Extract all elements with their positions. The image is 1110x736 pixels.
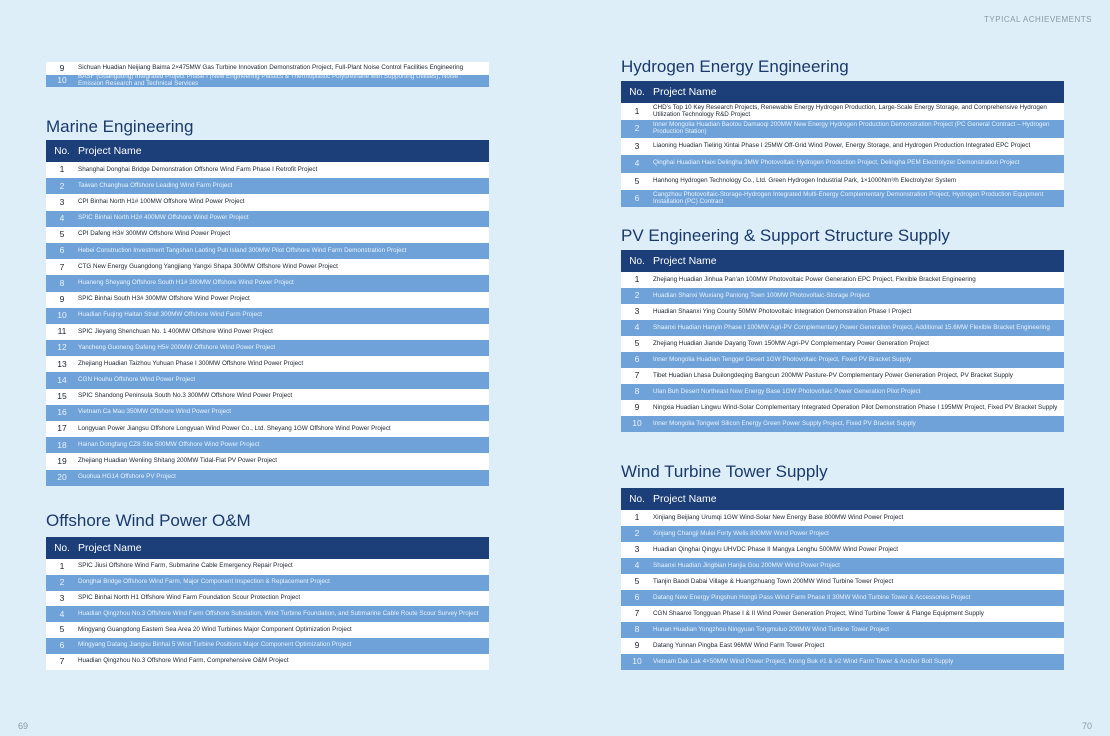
row-number: 9	[634, 640, 640, 651]
row-number: 6	[634, 354, 640, 365]
row-number: 4	[59, 608, 65, 619]
table-row	[621, 155, 1064, 172]
row-number: 8	[634, 386, 640, 397]
wind-rows	[621, 510, 1064, 670]
row-project-name: Inner Mongolia Huadian Baotou Damaoqi 200MW New Energy Hydrogen Production Demonstration Project (PC General Contract – Hydrogen Production Station)	[653, 121, 1050, 136]
row-project-name: Xinjiang Beijiang Urumqi 1GW Wind-Solar New Energy Base 800MW Wind Power Project	[653, 513, 904, 521]
table-row	[621, 288, 1064, 304]
pv-table	[621, 250, 1064, 432]
row-number: 3	[634, 544, 640, 555]
row-project-name: Ningxia Huadian Lingwu Wind-Solar Complementary Integrated Operation Pilot Demonstration Phase I 195MW Project, Fixed PV Bracket Supply	[653, 403, 1058, 411]
table-row	[46, 356, 489, 372]
row-project-name: Huadian Qinghai Qingyu UHVDC Phase II Mangya Lenghu 500MW Wind Power Project	[653, 545, 899, 553]
row-number: 9	[59, 62, 65, 73]
row-project-name: Ulan Buh Desert Northeast New Energy Base 1GW Photovoltaic Power Generation Pilot Project	[653, 387, 921, 395]
table-row	[46, 178, 489, 194]
row-number: 2	[634, 528, 640, 539]
row-project-name: Yancheng Guoneng Dafeng H5# 200MW Offshore Wind Power Project	[78, 343, 276, 351]
table-row	[621, 352, 1064, 368]
table-header	[621, 488, 1064, 510]
table-row	[621, 590, 1064, 606]
row-number: 5	[634, 175, 640, 186]
row-number: 1	[634, 106, 640, 117]
row-project-name: Taiwan Changhua Offshore Leading Wind Farm Project	[78, 181, 233, 189]
row-project-name: SPIC Jieyang Shenchuan No. 1 400MW Offshore Wind Power Project	[78, 327, 273, 335]
row-project-name: Zhejiang Huadian Taizhou Yuhuan Phase I 300MW Offshore Wind Power Project	[78, 359, 304, 367]
row-number: 5	[634, 338, 640, 349]
continuation-rows	[46, 62, 489, 87]
row-number: 5	[59, 229, 65, 240]
row-project-name: Mingyang Guangdong Eastern Sea Area 20 Wind Turbines Major Component Optimization Project	[78, 625, 352, 633]
row-number: 18	[57, 439, 67, 450]
row-project-name: Huaneng Sheyang Offshore South H1# 300MW Offshore Wind Power Project	[78, 278, 294, 286]
table-row	[621, 400, 1064, 416]
row-project-name: Datang New Energy Pingshun Hongti Pass Wind Farm Phase II 30MW Wind Turbine Tower & Accessories Project	[653, 593, 971, 601]
row-project-name: Shanghai Donghai Bridge Demonstration Offshore Wind Farm Phase I Retrofit Project	[78, 165, 318, 173]
row-project-name: Huadian Shanxi Wuxiang Panlong Town 100MW Photovoltaic-Storage Project	[653, 291, 870, 299]
table-row	[46, 308, 489, 324]
row-project-name: SPIC Binhai North H1 Offshore Wind Farm Foundation Scour Protection Project	[78, 594, 301, 602]
header-name: Project Name	[653, 86, 717, 98]
table-row	[46, 292, 489, 308]
pv-rows	[621, 272, 1064, 432]
table-row	[46, 654, 489, 670]
row-project-name: Datang Yunnan Pingba East 96MW Wind Farm Tower Project	[653, 641, 825, 649]
row-number: 16	[57, 407, 67, 418]
row-project-name: CGN Shaanxi Tongguan Phase I & II Wind Power Generation Project, Wind Turbine Tower & Flange Equipment Supply	[653, 609, 984, 617]
row-project-name: Vietnam Ca Mau 350MW Offshore Wind Power Project	[78, 408, 232, 416]
hydrogen-title: Hydrogen Energy Engineering	[621, 57, 849, 76]
page-number-left: 69	[18, 721, 29, 731]
row-project-name: Zhejiang Huadian Jiande Dayang Town 150MW Agri-PV Complementary Power Generation Project	[653, 339, 930, 347]
row-number: 19	[57, 455, 67, 466]
row-project-name: SPIC Binhai North H2# 400MW Offshore Wind Power Project	[78, 214, 249, 222]
row-number: 10	[632, 418, 642, 429]
table-row	[46, 275, 489, 291]
header-no: No.	[629, 86, 645, 98]
row-project-name: BASF (Guangdong) Integrated Project Phase I (New Engineering Plastics & Thermoplastic Polyurethane with Supporting Utilities), Noise Emission Research and Technical Services	[78, 72, 458, 87]
pv-title: PV Engineering & Support Structure Supply	[621, 226, 950, 245]
row-project-name: Tianjin Baodi Dabai Village & Huangzhuang Town 200MW Wind Turbine Tower Project	[653, 577, 894, 585]
table-row	[621, 542, 1064, 558]
row-project-name: CPI Binhai North H1# 100MW Offshore Wind Power Project	[78, 198, 245, 205]
table-row	[46, 437, 489, 453]
row-number: 2	[59, 180, 65, 191]
table-row	[46, 227, 489, 243]
table-header	[46, 537, 489, 559]
row-project-name: Shaanxi Huadian Jingbian Hanjia Gou 200MW Wind Power Project	[653, 561, 840, 569]
row-project-name: Huadian Qingzhou No.3 Offshore Wind Farm Offshore Substation, Wind Turbine Foundation, and Submarine Cable Route Scour Survey Project	[78, 609, 479, 617]
row-project-name: Mingyang Datang Jiangsu Binhai 5 Wind Turbine Positions Major Component Optimization Project	[78, 641, 352, 649]
table-row	[46, 606, 489, 622]
table-row	[46, 211, 489, 227]
header-name: Project Name	[653, 255, 717, 267]
row-number: 11	[57, 326, 67, 337]
row-project-name: Zhejiang Huadian Wenling Shitang 200MW Tidal-Flat PV Power Project	[78, 457, 278, 464]
header-name: Project Name	[78, 542, 142, 554]
row-number: 6	[634, 592, 640, 603]
row-project-name: CGN Houhu Offshore Wind Power Project	[78, 376, 196, 384]
table-header	[46, 140, 489, 162]
table-row	[621, 173, 1064, 190]
row-number: 9	[634, 402, 640, 413]
row-number: 7	[59, 261, 65, 272]
row-number: 13	[57, 358, 67, 369]
row-project-name: SPIC Shandong Peninsula South No.3 300MW Offshore Wind Power Project	[78, 392, 293, 400]
table-row	[46, 194, 489, 210]
row-project-name: CPI Dafeng H3# 300MW Offshore Wind Power Project	[78, 230, 231, 238]
table-row	[46, 622, 489, 638]
row-number: 1	[59, 164, 65, 175]
row-project-name: Hunan Huadian Yongzhou Ningyuan Tongmuluo 200MW Wind Turbine Tower Project	[653, 625, 890, 633]
table-row	[621, 272, 1064, 288]
row-project-name: Hanhong Hydrogen Technology Co., Ltd. Green Hydrogen Industrial Park, 1×1000Nm³/h Electrolyzer System	[653, 176, 957, 184]
row-number: 10	[632, 656, 642, 667]
table-row	[46, 470, 489, 486]
row-project-name: Liaoning Huadian Tieling Xintai Phase I 25MW Off-Grid Wind Power, Energy Storage, and Hydrogen Production Integrated EPC Project	[653, 142, 1031, 150]
table-row	[621, 622, 1064, 638]
table-row	[46, 389, 489, 405]
table-row	[46, 638, 489, 654]
row-project-name: Zhejiang Huadian Jinhua Pan’an 100MW Photovoltaic Power Generation EPC Project, Flexible Bracket Engineering	[653, 275, 976, 283]
table-row	[621, 120, 1064, 137]
row-number: 17	[57, 423, 67, 434]
table-row	[621, 384, 1064, 400]
row-project-name: Xinjiang Changji Mulei Forty Wells 800MW Wind Power Project	[653, 529, 829, 537]
row-project-name: CHD’s Top 10 Key Research Projects, Renewable Energy Hydrogen Production, Large-Scale Energy Storage, and Comprehensive Hydrogen Utilization Technology R&D Project	[653, 103, 1047, 118]
table-row	[621, 320, 1064, 336]
row-project-name: SPIC Jiusi Offshore Wind Farm, Submarine Cable Emergency Repair Project	[78, 562, 293, 570]
row-project-name: Tibet Huadian Lhasa Duilongdeqing Bangcun 200MW Pasture-PV Complementary Power Generation Project, PV Bracket Supply	[653, 371, 1013, 379]
table-header	[621, 250, 1064, 272]
row-project-name: Qinghai Huadian Haixi Delingha 3MW Photovoltaic Hydrogen Production Project, Delingha PEM Electrolyzer Demonstration Project	[653, 159, 1020, 167]
section-tag: TYPICAL ACHIEVEMENTS	[984, 15, 1092, 24]
row-number: 12	[57, 342, 67, 353]
header-no: No.	[54, 542, 70, 554]
table-row	[621, 416, 1064, 432]
page-number-right: 70	[1081, 721, 1092, 731]
row-number: 4	[634, 158, 640, 169]
table-row	[621, 606, 1064, 622]
row-number: 3	[634, 306, 640, 317]
row-project-name: Donghai Bridge Offshore Wind Farm, Major Component Inspection & Replacement Project	[78, 578, 330, 586]
row-number: 5	[59, 624, 65, 635]
row-number: 6	[59, 640, 65, 651]
table-row	[46, 421, 489, 437]
row-number: 4	[634, 322, 640, 333]
row-number: 7	[59, 656, 65, 666]
row-project-name: Longyuan Power Jiangsu Offshore Longyuan Wind Power Co., Ltd. Sheyang 1GW Offshore Wind Power Project	[78, 424, 391, 432]
table-row	[46, 324, 489, 340]
om-title: Offshore Wind Power O&M	[46, 511, 251, 530]
table-row	[621, 558, 1064, 574]
row-number: 6	[634, 192, 640, 203]
table-row	[46, 559, 489, 575]
row-number: 10	[57, 75, 67, 86]
table-row	[46, 372, 489, 388]
table-row	[621, 574, 1064, 590]
hydrogen-table	[621, 81, 1064, 207]
row-project-name: CTG New Energy Guangdong Yangjiang Yangxi Shapa 300MW Offshore Wind Power Project	[78, 262, 338, 270]
table-row	[46, 340, 489, 356]
row-number: 2	[634, 123, 640, 134]
header-name: Project Name	[653, 493, 717, 505]
marine-table	[46, 140, 489, 486]
wind-table	[621, 488, 1064, 670]
row-number: 1	[634, 512, 640, 523]
row-project-name: Hebei Construction Investment Tangshan Laoting Puti Island 300MW Pilot Offshore Wind Farm Demonstration Project	[78, 246, 407, 254]
row-number: 2	[59, 577, 65, 588]
row-number: 14	[57, 374, 67, 385]
row-project-name: Cangzhou Photovoltaic-Storage-Hydrogen Integrated Multi-Energy Complementary Demonstration Project, Hydrogen Production Equipment Installation (PC) Contract	[653, 190, 1044, 205]
row-number: 8	[634, 624, 640, 635]
row-project-name: Sichuan Huadian Neijiang Baima 2×475MW Gas Turbine Innovation Demonstration Project, Full-Plant Noise Control Facilities Engineering	[78, 63, 464, 71]
table-row	[621, 103, 1064, 120]
row-project-name: Shaanxi Huadian Hanyin Phase I 100MW Agri-PV Complementary Power Generation Project, Additional 15.6MW Flexible Bracket Engineering	[653, 323, 1050, 331]
table-row	[621, 336, 1064, 352]
row-project-name: Guohua HG14 Offshore PV Project	[78, 473, 176, 481]
header-no: No.	[629, 493, 645, 505]
row-number: 3	[634, 140, 640, 151]
row-number: 1	[59, 561, 65, 572]
row-project-name: Huadian Qingzhou No.3 Offshore Wind Farm, Comprehensive O&M Project	[78, 657, 289, 665]
table-row	[46, 243, 489, 259]
om-table	[46, 537, 489, 670]
row-number: 5	[634, 576, 640, 587]
row-number: 8	[59, 277, 65, 288]
table-row	[46, 405, 489, 421]
row-project-name: Huadian Shaanxi Ying County 50MW Photovoltaic Integration Demonstration Phase I Project	[653, 307, 912, 315]
table-row	[46, 575, 489, 591]
om-rows	[46, 559, 489, 670]
table-row	[621, 190, 1064, 207]
row-number: 9	[59, 293, 65, 304]
table-row	[46, 259, 489, 275]
continuation-table	[46, 62, 489, 87]
row-number: 4	[634, 560, 640, 571]
header-name: Project Name	[78, 145, 142, 157]
row-project-name: Huadian Fuqing Haitan Strait 300MW Offshore Wind Farm Project	[78, 311, 262, 319]
table-row	[621, 526, 1064, 542]
row-number: 4	[59, 212, 65, 223]
row-project-name: Inner Mongolia Huadian Tengger Desert 1GW Photovoltaic Project, Fixed PV Bracket Supply	[653, 355, 912, 363]
table-row	[46, 162, 489, 178]
table-row	[621, 138, 1064, 155]
wind-title: Wind Turbine Tower Supply	[621, 462, 828, 481]
table-row	[46, 453, 489, 469]
marine-title: Marine Engineering	[46, 117, 194, 136]
row-number: 2	[634, 290, 640, 301]
row-number: 3	[59, 196, 65, 207]
row-number: 7	[634, 608, 640, 619]
header-no: No.	[54, 145, 70, 157]
row-project-name: Hainan Dongfang CZ8 Site 500MW Offshore Wind Power Project	[78, 440, 260, 448]
table-row	[621, 638, 1064, 654]
row-number: 15	[57, 391, 67, 402]
row-number: 7	[634, 370, 640, 381]
row-number: 6	[59, 245, 65, 256]
table-row	[621, 654, 1064, 670]
table-row	[46, 72, 489, 88]
table-header	[621, 81, 1064, 103]
table-row	[621, 510, 1064, 526]
row-number: 3	[59, 592, 65, 603]
table-row	[46, 591, 489, 607]
marine-rows	[46, 162, 489, 486]
header-no: No.	[629, 255, 645, 267]
row-number: 20	[57, 471, 67, 482]
table-row	[621, 368, 1064, 384]
row-number: 1	[634, 274, 640, 285]
row-project-name: SPIC Binhai South H3# 300MW Offshore Wind Power Project	[78, 295, 250, 303]
table-row	[621, 304, 1064, 320]
row-project-name: Inner Mongolia Tongwei Silicon Energy Green Power Supply Project, Fixed PV Bracket Supply	[653, 419, 916, 427]
row-number: 10	[57, 310, 67, 321]
hydrogen-rows	[621, 103, 1064, 207]
row-project-name: Vietnam Dak Lak 4×50MW Wind Power Project, Krong Buk #1 & #2 Wind Farm Tower & Anchor Bolt Supply	[653, 657, 954, 665]
